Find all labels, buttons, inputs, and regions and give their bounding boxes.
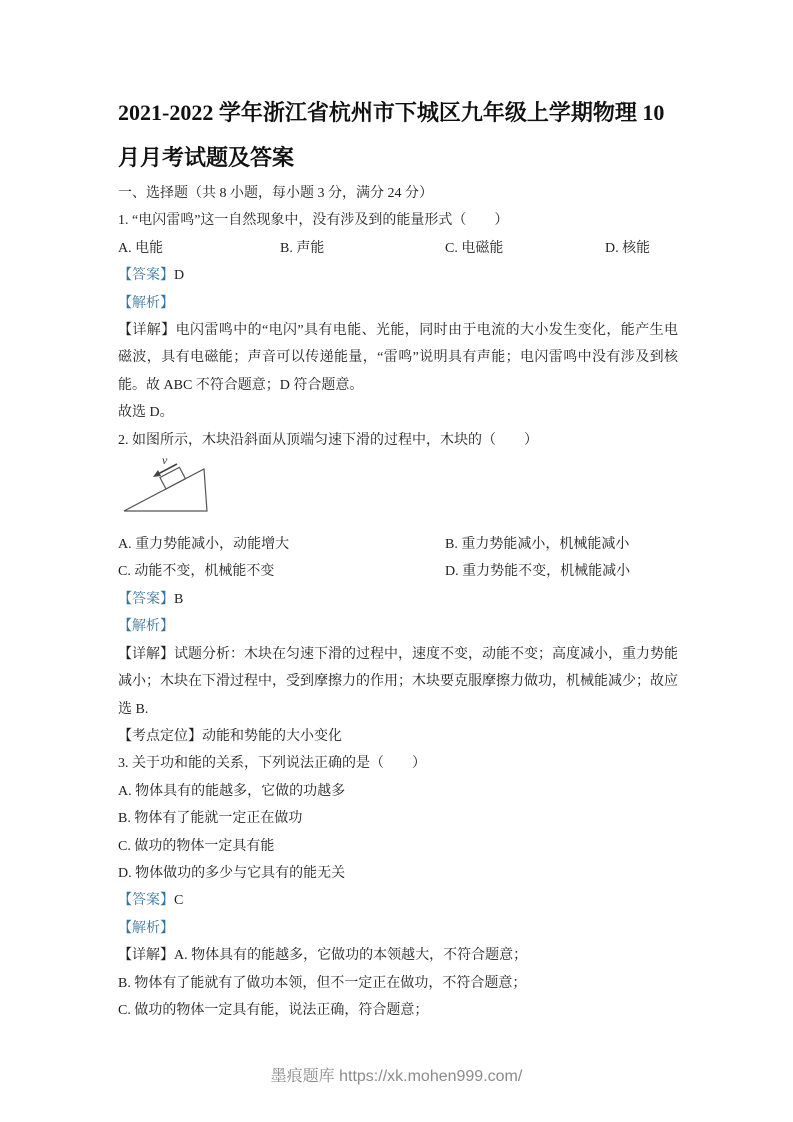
page-title-line1: 2021-2022 学年浙江省杭州市下城区九年级上学期物理 10 bbox=[118, 100, 665, 125]
analysis-label: 【解析】 bbox=[118, 920, 174, 936]
question-2-detail-line3: 选 B. bbox=[118, 701, 149, 717]
question-3-answer-value: C bbox=[174, 893, 184, 909]
question-1-stem: 1. “电闪雷鸣”这一自然现象中，没有涉及到的能量形式（ ） bbox=[118, 213, 509, 229]
site-watermark: 墨痕题库 https://xk.mohen999.com/ bbox=[270, 1068, 523, 1085]
question-1-answer-value: D bbox=[174, 268, 185, 284]
question-3-detail-line3: C. 做功的物体一定具有能，说法正确，符合题意； bbox=[118, 1002, 429, 1018]
analysis-label: 【解析】 bbox=[118, 619, 174, 635]
inclined-plane-figure bbox=[121, 454, 251, 531]
question-2-stem: 2. 如图所示，木块沿斜面从顶端匀速下滑的过程中，木块的（ ） bbox=[118, 432, 538, 448]
question-2-answer-value: B bbox=[174, 591, 184, 607]
question-1-options bbox=[118, 235, 678, 262]
question-2-answer-line bbox=[118, 586, 678, 613]
section-heading: 一、选择题（共 8 小题，每小题 3 分，满分 24 分） bbox=[118, 186, 433, 201]
answer-label: 【答案】 bbox=[118, 268, 174, 284]
velocity-label: v bbox=[162, 454, 168, 468]
inclined-plane-triangle bbox=[124, 469, 207, 511]
question-1-option-a: A. 电能 bbox=[118, 240, 164, 256]
question-3-detail-line2: B. 物体有了能就有了做功本领，但不一定正在做功，不符合题意； bbox=[118, 975, 527, 991]
question-2-options-row1 bbox=[118, 531, 678, 558]
question-2-detail-line2: 减小；木块在下滑过程中，受到摩擦力的作用；木块要克服摩擦力做功，机械能减少；故应 bbox=[118, 674, 678, 690]
analysis-label: 【解析】 bbox=[118, 295, 174, 311]
question-2-option-d: D. 重力势能不变，机械能减小 bbox=[445, 564, 631, 580]
question-3-answer-line bbox=[118, 887, 678, 914]
question-3-option-b: B. 物体有了能就一定正在做功 bbox=[118, 811, 303, 827]
page-title-line2: 月月考试题及答案 bbox=[118, 145, 295, 170]
question-3-option-c: C. 做功的物体一定具有能 bbox=[118, 838, 275, 854]
question-2-analysis-line bbox=[118, 613, 678, 640]
question-3-analysis-line bbox=[118, 915, 678, 942]
answer-label: 【答案】 bbox=[118, 893, 174, 909]
question-1-option-b: B. 声能 bbox=[280, 240, 325, 256]
question-1-detail-line4: 故选 D。 bbox=[118, 405, 174, 421]
question-1-detail-line3: 能。故 ABC 不符合题意；D 符合题意。 bbox=[118, 377, 364, 393]
question-2-option-b: B. 重力势能减小，机械能减小 bbox=[445, 537, 630, 553]
velocity-arrow bbox=[158, 464, 177, 474]
question-1-option-d: D. 核能 bbox=[605, 240, 651, 256]
question-1-detail-line2: 磁波，具有电磁能；声音可以传递能量，“雷鸣”说明具有声能；电闪雷鸣中没有涉及到核 bbox=[118, 350, 678, 366]
document-content bbox=[118, 90, 678, 1024]
question-1-analysis-line bbox=[118, 290, 678, 317]
question-3-option-a: A. 物体具有的能越多，它做的功越多 bbox=[118, 783, 346, 799]
question-3-stem: 3. 关于功和能的关系，下列说法正确的是（ ） bbox=[118, 756, 426, 772]
question-3-option-d: D. 物体做功的多少与它具有的能无关 bbox=[118, 865, 346, 881]
question-2-option-c: C. 动能不变，机械能不变 bbox=[118, 564, 275, 580]
answer-label: 【答案】 bbox=[118, 591, 174, 607]
page-title bbox=[118, 90, 678, 180]
question-2-option-a: A. 重力势能减小，动能增大 bbox=[118, 537, 290, 553]
question-3-detail-line1: 【详解】A. 物体具有的能越多，它做功的本领越大，不符合题意； bbox=[118, 948, 528, 964]
question-2-options-row2 bbox=[118, 558, 678, 585]
question-2-detail-line1: 【详解】试题分析：木块在匀速下滑的过程中，速度不变，动能不变；高度减小，重力势能 bbox=[118, 646, 678, 662]
question-2-keypoint: 【考点定位】动能和势能的大小变化 bbox=[118, 728, 342, 744]
question-2-figure bbox=[118, 454, 678, 531]
question-1-option-c: C. 电磁能 bbox=[445, 240, 504, 256]
question-1-answer-line bbox=[118, 262, 678, 289]
question-1-detail-line1: 【详解】电闪雷鸣中的“电闪”具有电能、光能，同时由于电流的大小发生变化，能产生电 bbox=[118, 323, 678, 339]
